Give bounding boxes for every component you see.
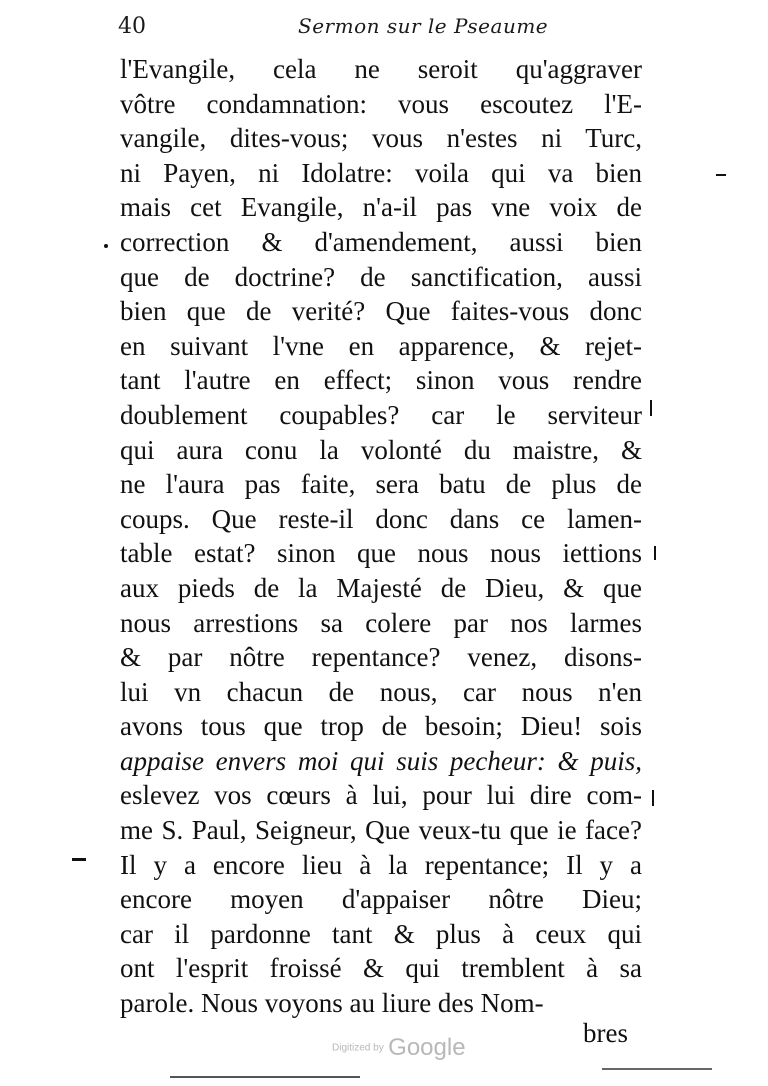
digitized-watermark	[332, 1034, 466, 1062]
margin-dash-mark	[72, 858, 86, 861]
text-line: mais cet Evangile, n'a-il pas vne voix de	[120, 192, 642, 223]
bottom-edge-rule	[602, 1068, 712, 1070]
text-line: ne l'aura pas faite, sera batu de plus de	[120, 469, 642, 500]
text-line: tant l'autre en effect; sinon vous rendre	[120, 365, 642, 396]
margin-dash-mark	[716, 174, 726, 176]
text-line: Il y a encore lieu à la repentance; Il y a	[120, 849, 642, 880]
page-header	[118, 14, 638, 48]
margin-dot-mark	[104, 244, 108, 248]
text-line: vangile, dites-vous; vous n'estes ni Turc,	[120, 123, 642, 154]
text-line: doublement coupables? car le serviteur	[120, 399, 642, 430]
text-line: l'Evangile, cela ne seroit qu'aggraver	[120, 54, 642, 84]
text-line: vôtre condamnation: vous escoutez l'E-	[120, 88, 642, 119]
running-head: Sermon sur le Pseaume	[298, 14, 549, 38]
text-line: en suivant l'vne en apparence, & rejet-	[120, 330, 642, 361]
margin-tick-mark	[650, 400, 652, 416]
text-line: qui aura conu la volonté du maistre, &	[120, 434, 642, 465]
text-line: car il pardonne tant & plus à ceux qui	[120, 918, 642, 949]
text-line: ni Payen, ni Idolatre: voila qui va bien	[120, 157, 642, 188]
text-line: bien que de verité? Que faites-vous donc	[120, 296, 642, 327]
text-line: ont l'esprit froissé & qui tremblent à sa	[120, 953, 642, 984]
text-line: lui vn chacun de nous, car nous n'en	[120, 676, 642, 707]
text-line: coups. Que reste-il donc dans ce lamen-	[120, 503, 642, 534]
text-line: encore moyen d'appaiser nôtre Dieu;	[120, 884, 642, 915]
page-number: 40	[118, 14, 146, 39]
text-line: eslevez vos cœurs à lui, pour lui dire com-	[120, 780, 642, 811]
text-line: que de doctrine? de sanctification, aussi	[120, 261, 642, 292]
text-line: nous arrestions sa colere par nos larmes	[120, 607, 642, 638]
text-line: parole. Nous voyons au liure des Nom-	[120, 988, 544, 1019]
catchword: bres	[583, 1018, 628, 1048]
margin-tick-mark	[654, 546, 656, 560]
text-line: & par nôtre repentance? venez, disons-	[120, 642, 642, 673]
watermark-prefix: Digitized by	[332, 1042, 384, 1054]
body-text	[120, 52, 642, 1021]
text-line: correction & d'amendement, aussi bien	[120, 226, 642, 257]
text-line: avons tous que trop de besoin; Dieu! sois	[120, 711, 642, 742]
text-line: table estat? sinon que nous nous iettions	[120, 538, 642, 569]
text-line: aux pieds de la Majesté de Dieu, & que	[120, 572, 642, 603]
margin-tick-mark	[652, 790, 654, 806]
google-logo: Google	[388, 1034, 466, 1061]
bottom-edge-rule	[170, 1076, 360, 1078]
text-line: appaise envers moi qui suis pecheur: & puis,	[120, 745, 642, 776]
text-line: me S. Paul, Seigneur, Que veux-tu que ie face?	[120, 815, 642, 846]
